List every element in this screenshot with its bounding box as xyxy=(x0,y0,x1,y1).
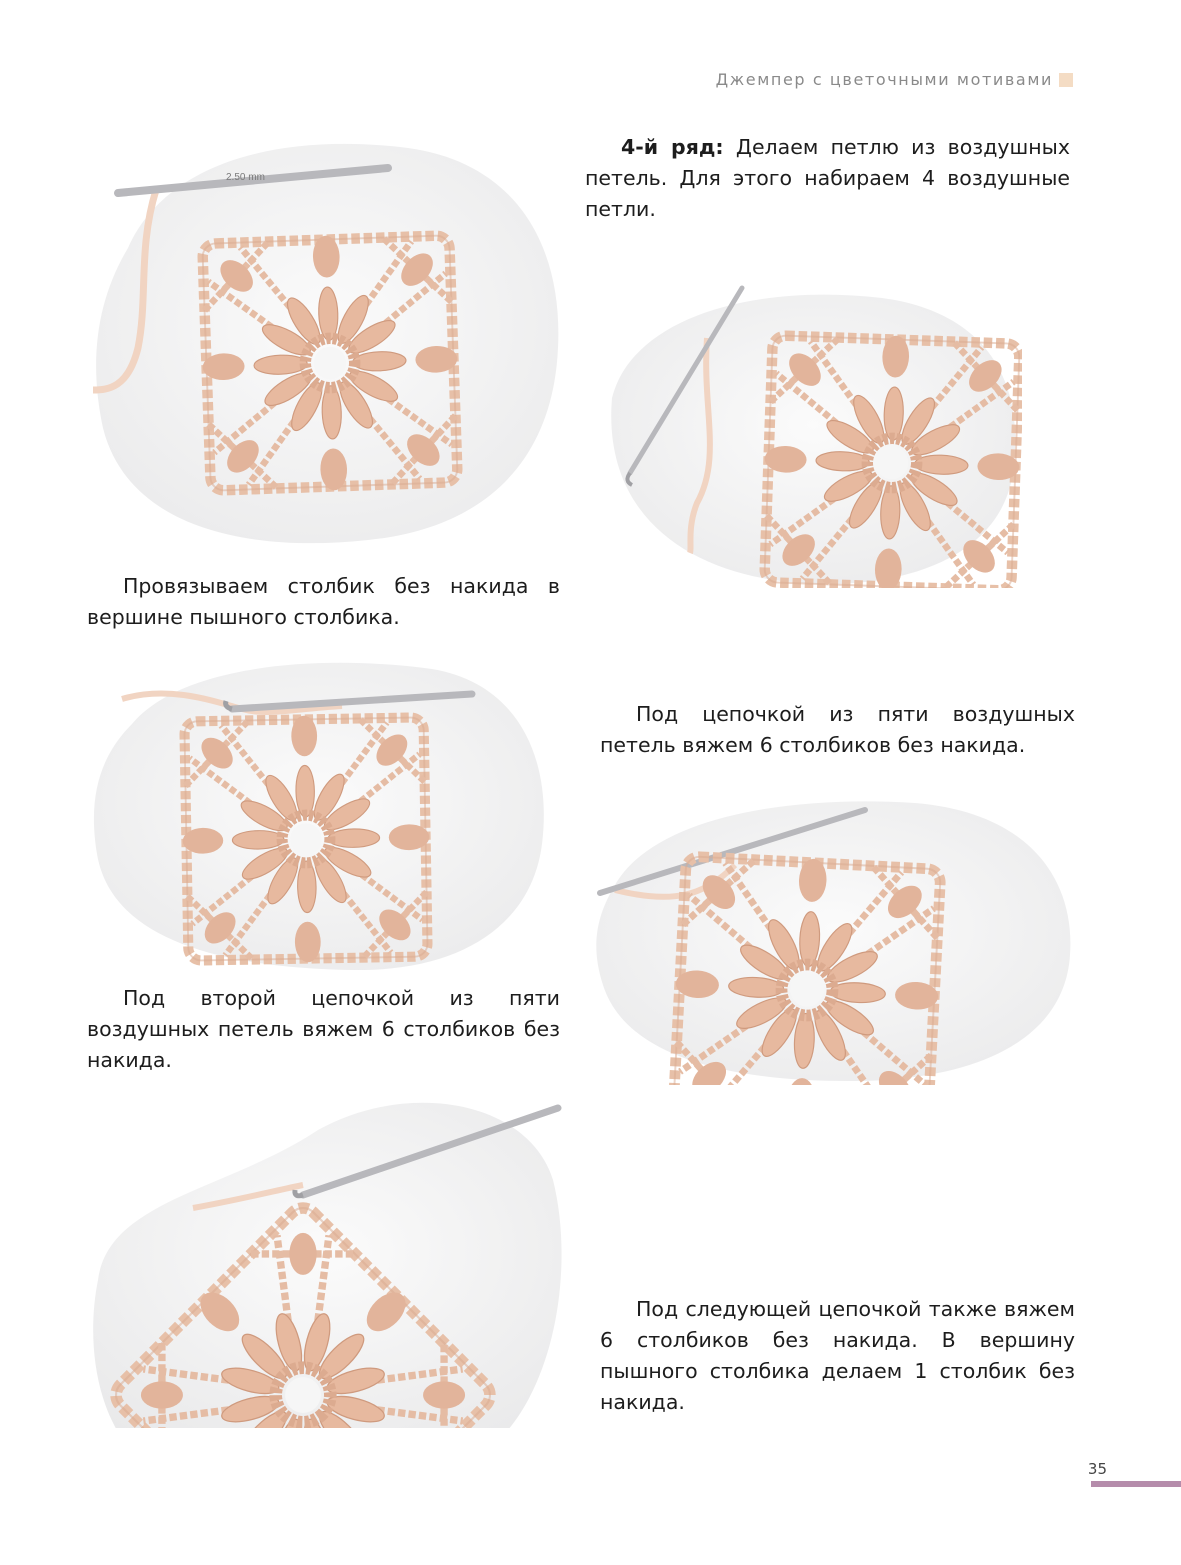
header-square-icon xyxy=(1059,73,1073,87)
photo-step-2 xyxy=(602,278,1022,588)
hook-size-label: 2.50 mm xyxy=(226,172,265,183)
paragraph-second-chain xyxy=(87,983,560,1076)
page-number: 35 xyxy=(1087,1460,1107,1478)
footer-bar xyxy=(1091,1481,1181,1487)
paragraph-text: Провязываем столбик без накида в вершине пышного столбика. xyxy=(87,574,560,629)
row-4-text: Делаем петлю из воздушных петель. Для этого набираем 4 воздушные петли. xyxy=(585,135,1070,221)
photo-step-5 xyxy=(88,1090,568,1432)
row-label: 4-й ряд: xyxy=(621,135,724,159)
running-header-title: Джемпер с цветочными мотивами xyxy=(715,70,1053,89)
paragraph-text: Под следующей цепочкой также вяжем 6 столбиков без накида. В вершину пышного столбика делаем 1 столбик без накида. xyxy=(600,1297,1075,1414)
photo-step-1 xyxy=(88,128,568,548)
paragraph-next-chain xyxy=(600,1294,1075,1418)
photo-step-4 xyxy=(595,795,1080,1085)
running-header xyxy=(716,70,1073,89)
photo-step-3 xyxy=(92,654,547,972)
paragraph-text: Под цепочкой из пяти воздушных петель вяжем 6 столбиков без накида. xyxy=(600,702,1075,757)
paragraph-text: Под второй цепочкой из пяти воздушных петель вяжем 6 столбиков без накида. xyxy=(87,986,560,1072)
paragraph-row-4 xyxy=(585,132,1070,225)
paragraph-first-chain xyxy=(600,699,1075,761)
paragraph-single-crochet-top xyxy=(87,571,560,633)
